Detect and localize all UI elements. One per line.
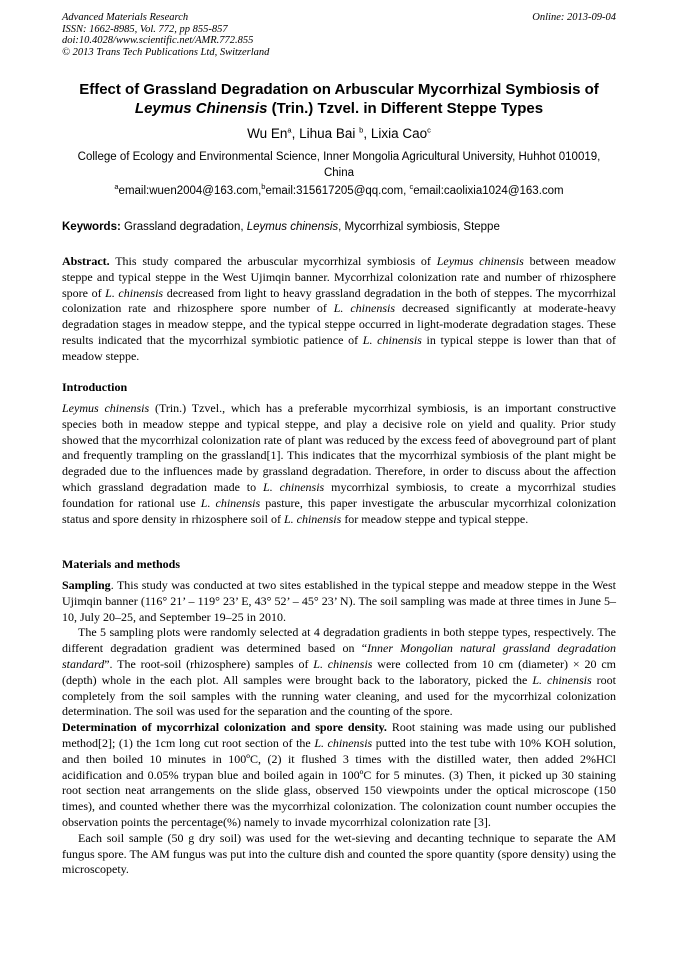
abstract-species: L. chinensis bbox=[362, 332, 422, 347]
intro-species: Leymus chinensis bbox=[62, 401, 150, 415]
author-name: Lixia Cao bbox=[370, 126, 428, 141]
title-species: Leymus Chinensis bbox=[134, 100, 268, 117]
journal-copyright: © 2013 Trans Tech Publications Ltd, Switzerland bbox=[62, 46, 270, 58]
author-list bbox=[50, 125, 628, 143]
introduction-body bbox=[62, 401, 616, 527]
determination-text: putted into the test tube with 10% KOH solution, and then boiled 10 minutes in 100ºC, (2) it flushed 3 times with the distilled water, then added 2%HCl acidification and 0.05% trypan blue and boiled again in 100ºC for 5 minutes. (3) Then, it picked up 30 staining root section neat arrangements on the slide glass, observed 150 viewpoints under the optical microscope (150 times), and counted whether there was the mycorrhizal colonization. The colonization count number occupies the observation points the percentage(%) namely to invade mycorrhizal colonization rate [3]. bbox=[62, 735, 616, 829]
author-sep: , bbox=[363, 126, 371, 141]
author-name: Lihua Bai bbox=[299, 126, 360, 141]
plots-species: L. chinensis bbox=[532, 672, 592, 687]
intro-text: (Trin.) Tzvel., which has a preferable mycorrhizal symbiosis, is an important constructive species both in meadow steppe and typical steppe, and play a decisive role on yield and quality. Prior study showed that the mycorrhizal colonization rate of plant was reduced by the excess feed of aboveground part of plant and frequently trampling on the grassland[1]. This indicates that the mycorrhizal symbiosis of the plant might be degraded due to the influences made by grassland degradation. Therefore, in order to discuss about the affection which grassland degradation made to bbox=[62, 401, 616, 494]
determination-species: L. chinensis bbox=[314, 735, 373, 750]
journal-header bbox=[62, 12, 616, 58]
sampling-paragraph bbox=[62, 578, 616, 625]
methods-heading: Materials and methods bbox=[62, 557, 180, 571]
intro-text: for meadow steppe and typical steppe. bbox=[341, 511, 529, 526]
author-mark: a bbox=[287, 125, 292, 135]
author-emails bbox=[50, 184, 628, 199]
author-sep: , bbox=[291, 126, 300, 141]
keywords-text: , Mycorrhizal symbiosis, Steppe bbox=[338, 221, 500, 233]
journal-doi: doi:10.4028/www.scientific.net/AMR.772.855 bbox=[62, 35, 254, 46]
abstract bbox=[62, 254, 616, 365]
keywords-label: Keywords: bbox=[62, 221, 121, 233]
email-mark: a bbox=[114, 182, 119, 192]
determination-text: Root staining was made using our published method[2]; (1) the 1cm long cut root section of the bbox=[62, 720, 616, 750]
abstract-species: Leymus chinensis bbox=[436, 254, 524, 268]
abstract-text: decreased from light to heavy grassland degradation in the both of steppes. The mycorrhizal colonization rate and rhizosphere spore number of bbox=[62, 285, 616, 316]
journal-name: Advanced Materials Research bbox=[62, 12, 189, 23]
email-c[interactable]: email:caolixia1024@163.com bbox=[413, 185, 564, 197]
intro-species: L. chinensis bbox=[200, 495, 261, 510]
keywords-text: Grassland degradation, bbox=[120, 221, 247, 233]
keywords-species: Leymus chinensis bbox=[246, 221, 339, 233]
email-mark: c bbox=[409, 182, 414, 192]
methods-body bbox=[62, 578, 616, 878]
intro-text: pasture, this paper investigate the arbuscular mycorrhizal colonization status and spore density in rhizosphere soil of bbox=[62, 495, 616, 526]
abstract-text: in typical steppe is lower than that of meadow steppe. bbox=[62, 332, 616, 363]
keywords bbox=[62, 220, 616, 235]
abstract-label: Abstract. bbox=[62, 254, 110, 268]
paper-title bbox=[50, 80, 628, 118]
email-b[interactable]: email:315617205@qq.com, bbox=[265, 185, 410, 197]
determination-paragraph bbox=[62, 720, 616, 831]
plots-text: ”. The root-soil (rhizosphere) samples of bbox=[104, 656, 314, 671]
spore-paragraph: Each soil sample (50 g dry soil) was used for the wet-sieving and decanting technique to separate the AM fungus spore. The AM fungus was put into the culture dish and counted the spore quantity (spore density) using the microscopety. bbox=[62, 830, 616, 877]
email-mark: b bbox=[261, 182, 266, 192]
affiliation: College of Ecology and Environmental Science, Inner Mongolia Agricultural University, Huhhot 010019, China bbox=[77, 151, 601, 179]
plots-text: The 5 sampling plots were randomly selected at 4 degradation gradients in both steppe types, respectively. The different degradation gradient was determined based on “ bbox=[62, 625, 616, 656]
plots-text: were collected from 10 cm (diameter) × 20 cm (depth) whole in the each plot. All samples were brought back to the laboratory, picked the bbox=[62, 656, 616, 687]
abstract-text: decreased significantly at moderate-heavy degradation stages in meadow steppe, and the typical steppe occurred in light-moderate degradation stages. These results indicated that the mycorrhizal symbiotic patience of bbox=[62, 301, 616, 347]
plots-species: L. chinensis bbox=[313, 656, 373, 671]
journal-issn: ISSN: 1662-8985, Vol. 772, pp 855-857 bbox=[62, 23, 228, 35]
plots-paragraph bbox=[62, 625, 616, 720]
determination-label: Determination of mycorrhizal colonization and spore density. bbox=[62, 720, 387, 735]
title-line-2 bbox=[50, 99, 628, 118]
online-date: Online: 2013-09-04 bbox=[532, 12, 616, 23]
plots-text: root completely from the soil samples with the running water cleaning, and used for the mycorrhizal colonization determination. The soil was used for the separation and the counting of the spore. bbox=[62, 672, 616, 719]
title-line-2-rest: (Trin.) Tzvel. in Different Steppe Types bbox=[267, 100, 544, 117]
sampling-label: Sampling bbox=[62, 578, 111, 592]
author-mark: c bbox=[427, 125, 431, 135]
author-mark: b bbox=[359, 125, 364, 135]
title-line-1: Effect of Grassland Degradation on Arbuscular Mycorrhizal Symbiosis of bbox=[79, 81, 599, 98]
introduction-heading: Introduction bbox=[62, 380, 128, 394]
email-a[interactable]: email:wuen2004@163.com, bbox=[118, 185, 262, 197]
sampling-text: . This study was conducted at two sites established in the typical steppe and meadow steppe in the West Ujimqin banner (116° 21’ – 119° 23’ E, 43° 52’ – 45° 23’ N). The soil sampling was made at three times in June 5–10, July 20–25, and September 19–25 in 2010. bbox=[62, 578, 616, 624]
author-name: Wu En bbox=[247, 126, 288, 141]
standard-name: Inner Mongolian natural grassland degradation standard bbox=[62, 641, 616, 671]
abstract-species: L. chinensis bbox=[105, 285, 164, 300]
abstract-species: L. chinensis bbox=[333, 301, 396, 316]
abstract-text: This study compared the arbuscular mycorrhizal symbiosis of bbox=[109, 254, 437, 268]
intro-species: L. chinensis bbox=[263, 479, 325, 494]
intro-text: mycorrhizal symbiosis, to create a mycorrhizal studies foundation for rational use bbox=[62, 479, 616, 510]
abstract-text: between meadow steppe and typical steppe in the West Ujimqin banner. Mycorrhizal colonization rate and number of rhizosphere spore of bbox=[62, 254, 616, 300]
intro-species: L. chinensis bbox=[283, 511, 342, 526]
